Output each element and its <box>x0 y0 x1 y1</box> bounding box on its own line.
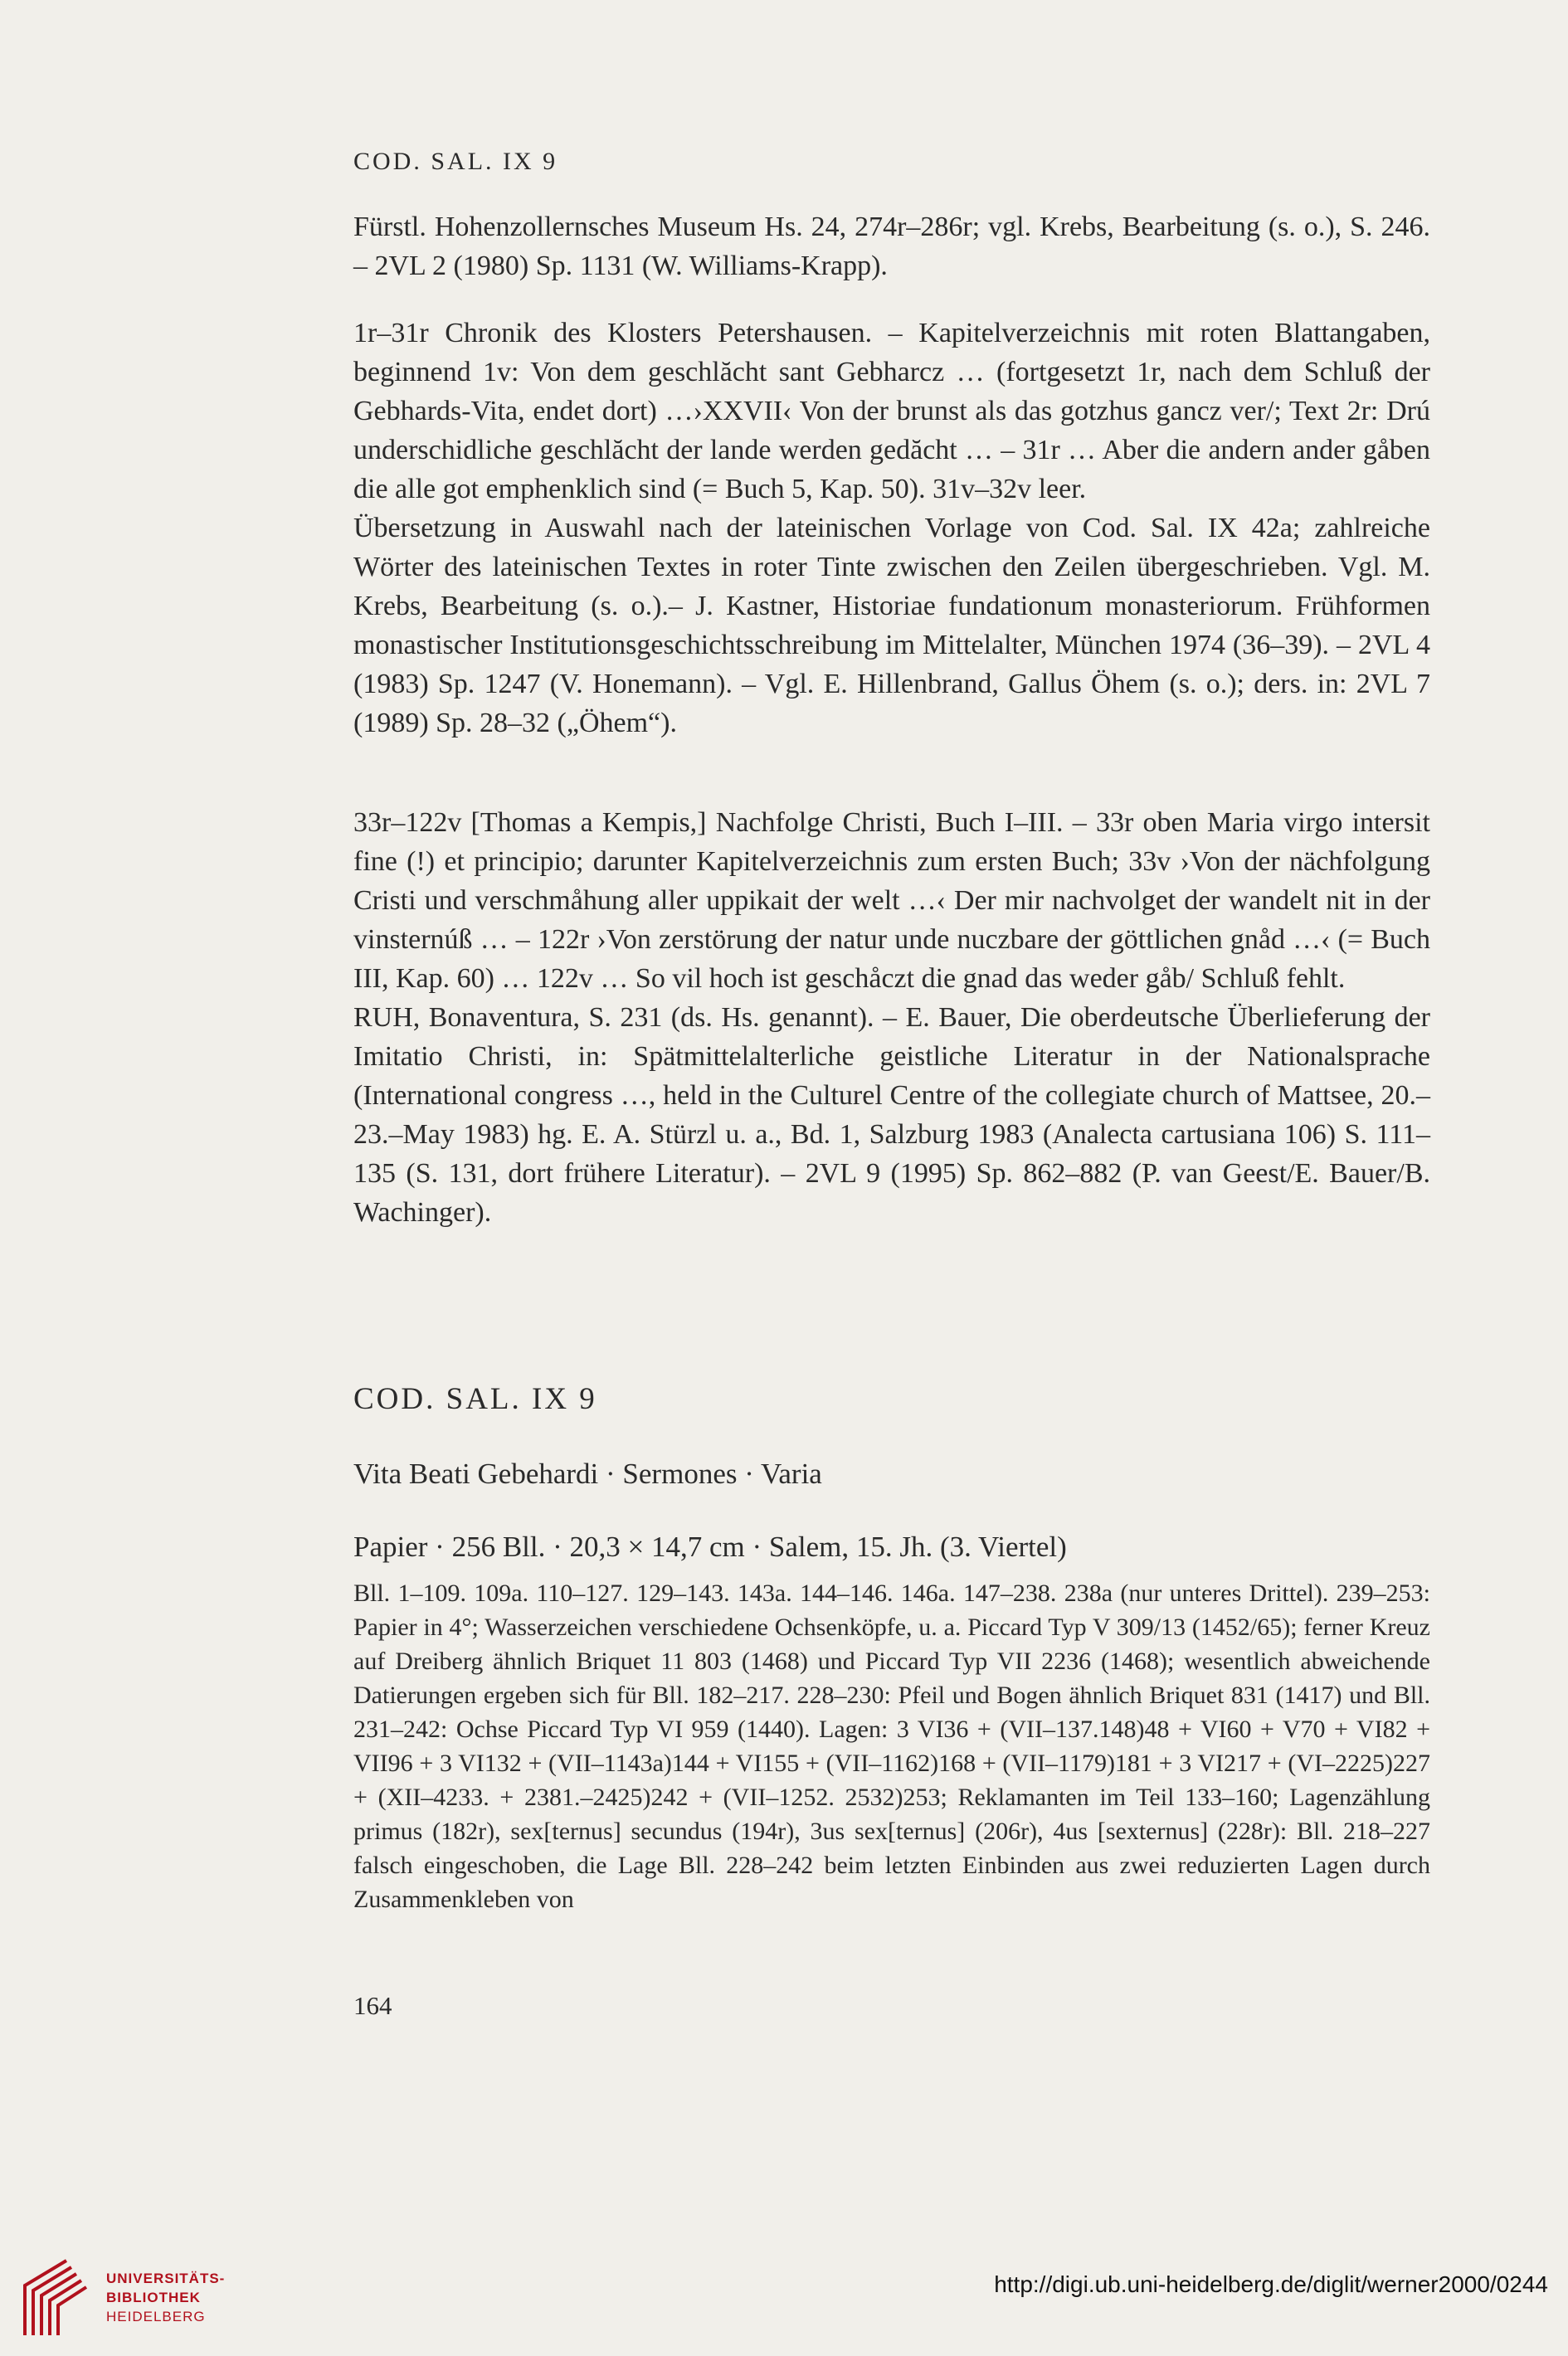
manuscript-collation <box>353 1576 1430 1916</box>
previous-entry-bibliography <box>353 207 1430 285</box>
bibliography-paragraph: Fürstl. Hohenzollernsches Museum Hs. 24, 274r–286r; vgl. Krebs, Bearbeitung (s. o.), S. 246. – 2VL 2 (1980) Sp. 1131 (W. Williams-Krapp). <box>353 212 1430 281</box>
running-header: COD. SAL. IX 9 <box>353 148 558 175</box>
library-logo-icon <box>17 2252 90 2344</box>
manuscript-heading: COD. SAL. IX 9 <box>353 1382 597 1416</box>
contents-notes-paragraph: Übersetzung in Auswahl nach der lateinischen Vorlage von Cod. Sal. IX 42a; zahlreiche Wörter des lateinischen Textes in roter Tinte zwischen den Zeilen übergeschrieben. Vgl. M. Krebs, Bearbeitung (s. o.).– J. Kastner, Historiae fundationum monasteriorum. Frühformen monastischer Institutionsgeschichtsschreibung im Mittelalter, München 1974 (36–39). – 2VL 4 (1983) Sp. 1247 (V. Honemann). – Vgl. E. Hillenbrand, Gallus Öhem (s. o.); ders. in: 2VL 7 (1989) Sp. 28–32 („Öhem“). <box>353 513 1430 738</box>
logo-text-line: UNIVERSITÄTS- <box>106 2271 226 2286</box>
previous-entry-contents <box>353 314 1430 742</box>
logo-text-line: HEIDELBERG <box>106 2309 206 2324</box>
imitatio-contents-paragraph: 33r–122v [Thomas a Kempis,] Nachfolge Christi, Buch I–III. – 33r oben Maria virgo intersit fine (!) et principio; darunter Kapitelverzeichnis zum ersten Buch; 33v ›Von der nächfolgung Cristi und verschmåhung aller uppikait der welt …‹ Der mir nachvolget der wandelt nit in der vinsternúß … – 122r ›Von zerstörung der natur unde nuczbare der göttlichen gnåd …‹ (= Buch III, Kap. 60) … 122v … So vil hoch ist geschåczt die gnad das weder gåb/ Schluß fehlt. <box>353 807 1430 994</box>
manuscript-title: Vita Beati Gebehardi · Sermones · Varia <box>353 1458 822 1490</box>
manuscript-physical-description: Papier · 256 Bll. · 20,3 × 14,7 cm · Salem, 15. Jh. (3. Viertel) <box>353 1531 1067 1563</box>
logo-text-line: BIBLIOTHEK <box>106 2290 201 2305</box>
imitatio-bibliography-paragraph: RUH, Bonaventura, S. 231 (ds. Hs. genannt). – E. Bauer, Die oberdeutsche Überlieferung der Imitatio Christi, in: Spätmittelalterliche geistliche Literatur in der Nationalsprache (International congress …, held in the Culturel Centre of the collegiate church of Mattsee, 20.–23.–May 1983) hg. E. A. Stürzl u. a., Bd. 1, Salzburg 1983 (Analecta cartusiana 106) S. 111–135 (S. 131, dort frühere Literatur). – 2VL 9 (1995) Sp. 862–882 (P. van Geest/E. Bauer/B. Wachinger). <box>353 1002 1430 1228</box>
page-number: 164 <box>353 1991 392 2020</box>
source-url-link[interactable]: http://digi.ub.uni-heidelberg.de/diglit/werner2000/0244 <box>994 2271 1548 2297</box>
contents-paragraph: 1r–31r Chronik des Klosters Petershausen. – Kapitelverzeichnis mit roten Blattangaben, beginnend 1v: Von dem geschlăcht sant Gebharcz … (fortgesetzt 1r, nach dem Schluß der Gebhards-Vita, endet dort) …›XXVII‹ Von der brunst als das gotzhus gancz ver/; Text 2r: Drú underschidliche geschlăcht der lande werden gedăcht … – 31r … Aber die andern ander gåben die alle got emphenklich sind (= Buch 5, Kap. 50). 31v–32v leer. <box>353 318 1430 504</box>
collation-paragraph: Bll. 1–109. 109a. 110–127. 129–143. 143a. 144–146. 146a. 147–238. 238a (nur unteres Drittel). 239–253: Papier in 4°; Wasserzeichen verschiedene Ochsenköpfe, u. a. Piccard Typ V 309/13 (1452/65); ferner Kreuz auf Dreiberg ähnlich Briquet 11 803 (1468) und Piccard Typ VII 2236 (1468); wesentlich abweichende Datierungen ergeben sich für Bll. 182–217. 228–230: Pfeil und Bogen ähnlich Briquet 831 (1417) und Bll. 231–242: Ochse Piccard Typ VI 959 (1440). Lagen: 3 VI36 + (VII–137.148)48 + VI60 + V70 + VI82 + VII96 + 3 VI132 + (VII–1143a)144 + VI155 + (VII–1162)168 + (VII–1179)181 + 3 VI217 + (VI–2225)227 + (XII–4233. + 2381.–2425)242 + (VII–1252. 2532)253; Reklamanten im Teil 133–160; Lagenzählung primus (182r), sex[ternus] secundus (194r), 3us sex[ternus] (206r), 4us [sexternus] (228r): Bll. 218–227 falsch eingeschoben, die Lage Bll. 228–242 beim letzten Einbinden aus zwei reduzierten Lagen durch Zusammenkleben von <box>353 1580 1430 1913</box>
library-logo <box>17 2252 226 2344</box>
imitatio-christi-section <box>353 803 1430 1232</box>
